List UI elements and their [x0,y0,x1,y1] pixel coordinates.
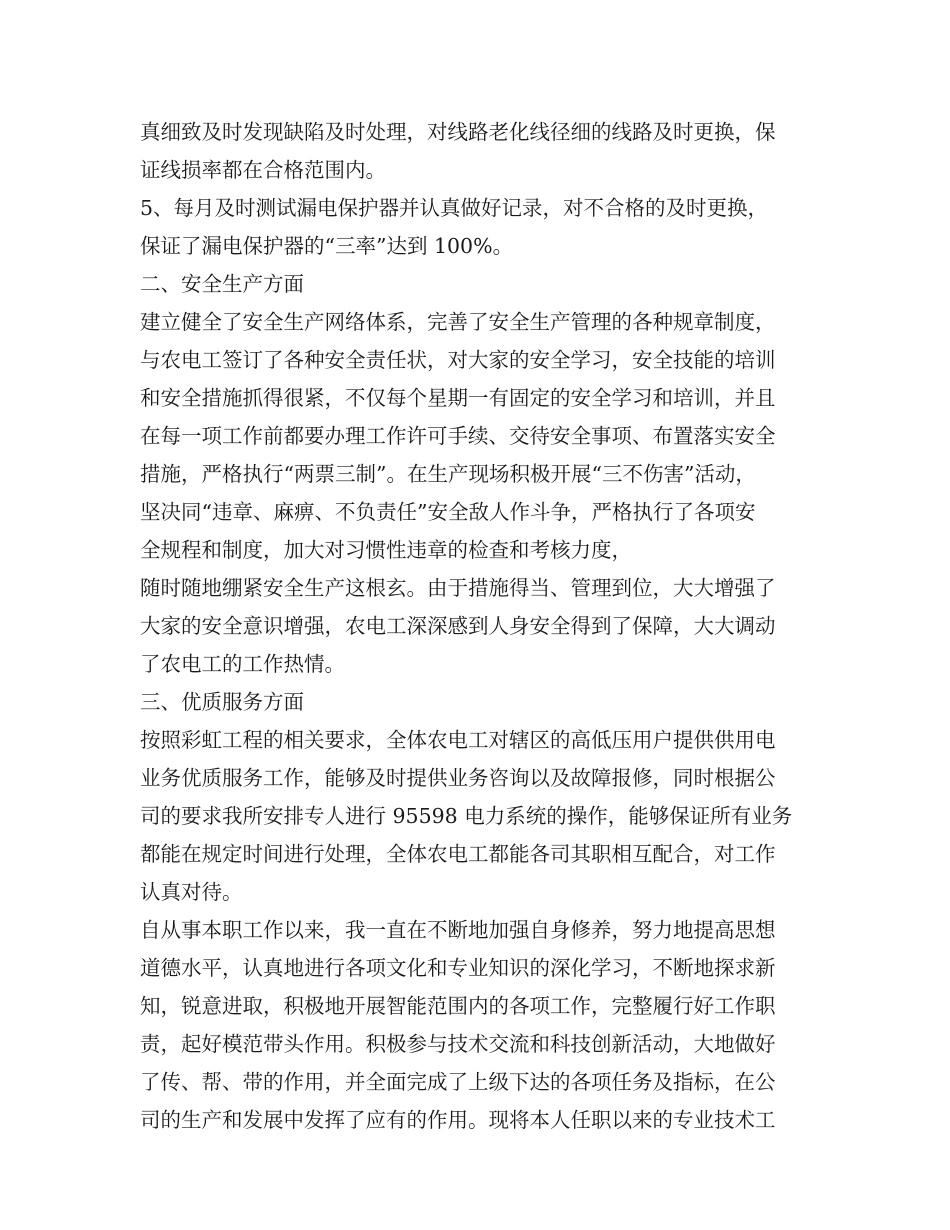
text-line: 随时随地绷紧安全生产这根玄。由于措施得当、管理到位，大大增强了 [140,576,776,600]
text-line: 建立健全了安全生产网络体系，完善了安全生产管理的各种规章制度， [140,310,776,334]
text-line: 司的生产和发展中发挥了应有的作用。现将本人任职以来的专业技术工 [140,1108,776,1132]
text-line: 5、每月及时测试漏电保护器并认真做好记录，对不合格的及时更换， [140,196,769,220]
document-body [140,113,830,1139]
text-line: 都能在规定时间进行处理，全体农电工都能各司其职相互配合，对工作 [140,842,776,866]
text-line: 道德水平，认真地进行各项文化和专业知识的深化学习，不断地探求新 [140,956,776,980]
text-line: 了传、帮、带的作用，并全面完成了上级下达的各项任务及指标，在公 [140,1070,776,1094]
section-heading: 二、安全生产方面 [140,272,304,296]
text-line: 了农电工的工作热情。 [140,652,345,676]
text-line: 坚决同“违章、麻痹、不负责任”安全敌人作斗争，严格执行了各项安 [140,500,756,524]
text-line: 在每一项工作前都要办理工作许可手续、交待安全事项、布置落实安全 [140,424,776,448]
text-line: 与农电工签订了各种安全责任状，对大家的安全学习，安全技能的培训 [140,348,776,372]
text-line: 自从事本职工作以来，我一直在不断地加强自身修养，努力地提高思想 [140,918,776,942]
text-line: 知，锐意进取，积极地开展智能范围内的各项工作，完整履行好工作职 [140,994,776,1018]
text-line: 大家的安全意识增强，农电工深深感到人身安全得到了保障，大大调动 [140,614,776,638]
section-heading: 三、优质服务方面 [140,690,304,714]
text-line: 全规程和制度，加大对习惯性违章的检查和考核力度， [140,538,632,562]
text-line: 按照彩虹工程的相关要求，全体农电工对辖区的高低压用户提供供用电 [140,728,776,752]
text-line: 证线损率都在合格范围内。 [140,158,386,182]
text-line: 真细致及时发现缺陷及时处理，对线路老化线径细的线路及时更换，保 [140,120,776,144]
text-line: 保证了漏电保护器的“三率”达到 100%。 [140,234,514,258]
text-line: 责，起好模范带头作用。积极参与技术交流和科技创新活动，大地做好 [140,1032,776,1056]
text-line: 司的要求我所安排专人进行 95598 电力系统的操作，能够保证所有业务 [140,804,793,828]
text-line: 和安全措施抓得很紧，不仅每个星期一有固定的安全学习和培训，并且 [140,386,776,410]
text-line: 措施，严格执行“两票三制”。在生产现场积极开展“三不伤害”活动， [140,462,756,486]
text-line: 业务优质服务工作，能够及时提供业务咨询以及故障报修，同时根据公 [140,766,776,790]
text-line: 认真对待。 [140,880,243,904]
